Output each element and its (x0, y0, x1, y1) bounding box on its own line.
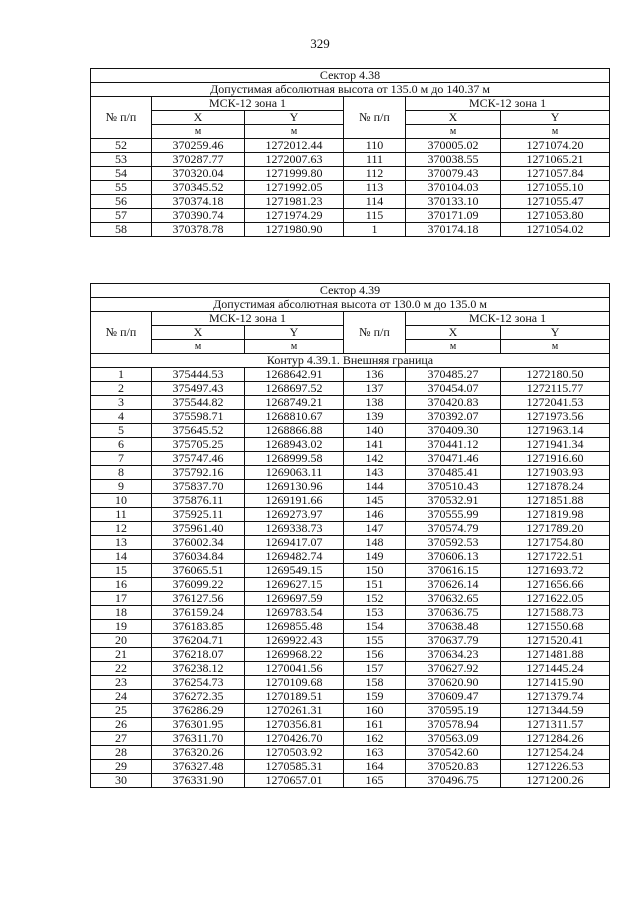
left-x-coordinate: 376034.84 (152, 550, 245, 564)
left-x-coordinate: 376099.22 (152, 578, 245, 592)
left-y-coordinate: 1269482.74 (245, 550, 344, 564)
right-x-coordinate: 370409.30 (406, 424, 501, 438)
right-point-number: 156 (344, 648, 406, 662)
left-x-coordinate: 375876.11 (152, 494, 245, 508)
right-y-coordinate: 1271254.24 (501, 746, 610, 760)
table-row (91, 662, 610, 676)
right-point-number: 114 (344, 195, 406, 209)
right-x-coordinate: 370637.79 (406, 634, 501, 648)
right-y-coordinate: 1271588.73 (501, 606, 610, 620)
height-range: Допустимая абсолютная высота от 135.0 м до 140.37 м (91, 83, 610, 97)
left-y-coordinate: 1268866.88 (245, 424, 344, 438)
left-y-coordinate: 1268642.91 (245, 368, 344, 382)
right-y-coordinate: 1271284.26 (501, 732, 610, 746)
right-x-coordinate: 370626.14 (406, 578, 501, 592)
right-x-coordinate: 370441.12 (406, 438, 501, 452)
x-header: X (406, 326, 501, 340)
right-point-number: 150 (344, 564, 406, 578)
left-y-coordinate: 1270189.51 (245, 690, 344, 704)
right-y-coordinate: 1271311.57 (501, 718, 610, 732)
table-row (91, 139, 610, 153)
left-y-coordinate: 1268749.21 (245, 396, 344, 410)
unit-cell: м (245, 340, 344, 354)
left-y-coordinate: 1270503.92 (245, 746, 344, 760)
table-row (91, 620, 610, 634)
left-y-coordinate: 1270041.56 (245, 662, 344, 676)
right-point-number: 153 (344, 606, 406, 620)
right-y-coordinate: 1272041.53 (501, 396, 610, 410)
right-x-coordinate: 370636.75 (406, 606, 501, 620)
right-x-coordinate: 370471.46 (406, 452, 501, 466)
right-y-coordinate: 1271851.88 (501, 494, 610, 508)
right-point-number: 143 (344, 466, 406, 480)
right-y-coordinate: 1271057.84 (501, 167, 610, 181)
left-point-number: 29 (91, 760, 152, 774)
left-x-coordinate: 376183.85 (152, 620, 245, 634)
right-x-coordinate: 370485.27 (406, 368, 501, 382)
right-x-coordinate: 370592.53 (406, 536, 501, 550)
right-x-coordinate: 370392.07 (406, 410, 501, 424)
left-y-coordinate: 1272007.63 (245, 153, 344, 167)
right-point-number: 145 (344, 494, 406, 508)
right-point-number: 158 (344, 676, 406, 690)
right-point-number: 151 (344, 578, 406, 592)
left-y-coordinate: 1268943.02 (245, 438, 344, 452)
left-x-coordinate: 375747.46 (152, 452, 245, 466)
left-point-number: 5 (91, 424, 152, 438)
left-y-coordinate: 1271999.80 (245, 167, 344, 181)
right-point-number: 115 (344, 209, 406, 223)
table-row (91, 536, 610, 550)
table-row (91, 153, 610, 167)
table-row (91, 564, 610, 578)
left-x-coordinate: 375544.82 (152, 396, 245, 410)
left-point-number: 19 (91, 620, 152, 634)
table-row (91, 438, 610, 452)
table-row (91, 382, 610, 396)
right-y-coordinate: 1271693.72 (501, 564, 610, 578)
right-y-coordinate: 1271963.14 (501, 424, 610, 438)
left-x-coordinate: 376002.34 (152, 536, 245, 550)
table-row (91, 181, 610, 195)
left-point-number: 8 (91, 466, 152, 480)
right-x-coordinate: 370038.55 (406, 153, 501, 167)
sector-title: Сектор 4.39 (91, 284, 610, 298)
table-row (91, 592, 610, 606)
right-point-number: 141 (344, 438, 406, 452)
right-point-number: 147 (344, 522, 406, 536)
left-x-coordinate: 376254.73 (152, 676, 245, 690)
left-point-number: 57 (91, 209, 152, 223)
right-y-coordinate: 1271074.20 (501, 139, 610, 153)
right-y-coordinate: 1271055.47 (501, 195, 610, 209)
left-point-number: 26 (91, 718, 152, 732)
table-row (91, 410, 610, 424)
contour-caption: Контур 4.39.1. Внешняя граница (91, 354, 610, 368)
table-row (91, 522, 610, 536)
right-x-coordinate: 370574.79 (406, 522, 501, 536)
right-y-coordinate: 1271481.88 (501, 648, 610, 662)
table-row (91, 648, 610, 662)
table-row (91, 606, 610, 620)
left-x-coordinate: 375705.25 (152, 438, 245, 452)
right-y-coordinate: 1271722.51 (501, 550, 610, 564)
right-x-coordinate: 370454.07 (406, 382, 501, 396)
right-point-number: 148 (344, 536, 406, 550)
left-y-coordinate: 1269273.97 (245, 508, 344, 522)
sector-table-4-39 (90, 283, 610, 788)
left-y-coordinate: 1271974.29 (245, 209, 344, 223)
table-row (91, 774, 610, 788)
left-point-number: 6 (91, 438, 152, 452)
left-x-coordinate: 375497.43 (152, 382, 245, 396)
left-x-coordinate: 370378.78 (152, 223, 245, 237)
left-point-number: 13 (91, 536, 152, 550)
left-point-number: 17 (91, 592, 152, 606)
left-point-number: 7 (91, 452, 152, 466)
left-x-coordinate: 376286.29 (152, 704, 245, 718)
left-x-coordinate: 370287.77 (152, 153, 245, 167)
x-header: X (152, 326, 245, 340)
left-point-number: 4 (91, 410, 152, 424)
left-x-coordinate: 376311.70 (152, 732, 245, 746)
right-point-number: 144 (344, 480, 406, 494)
right-x-coordinate: 370171.09 (406, 209, 501, 223)
right-x-coordinate: 370555.99 (406, 508, 501, 522)
num-header: № п/п (344, 97, 406, 139)
table-row (91, 424, 610, 438)
left-y-coordinate: 1268697.52 (245, 382, 344, 396)
table-row (91, 704, 610, 718)
table-row (91, 718, 610, 732)
table-row (91, 676, 610, 690)
right-x-coordinate: 370420.83 (406, 396, 501, 410)
left-point-number: 20 (91, 634, 152, 648)
y-header: Y (245, 326, 344, 340)
right-y-coordinate: 1271622.05 (501, 592, 610, 606)
left-y-coordinate: 1271980.90 (245, 223, 344, 237)
left-y-coordinate: 1269783.54 (245, 606, 344, 620)
left-y-coordinate: 1269627.15 (245, 578, 344, 592)
page-number: 329 (310, 36, 330, 51)
right-y-coordinate: 1271055.10 (501, 181, 610, 195)
right-point-number: 155 (344, 634, 406, 648)
y-header: Y (501, 111, 610, 125)
right-y-coordinate: 1271878.24 (501, 480, 610, 494)
left-y-coordinate: 1269063.11 (245, 466, 344, 480)
table-row (91, 508, 610, 522)
right-x-coordinate: 370632.65 (406, 592, 501, 606)
left-x-coordinate: 375925.11 (152, 508, 245, 522)
unit-cell: м (406, 340, 501, 354)
right-y-coordinate: 1271789.20 (501, 522, 610, 536)
right-point-number: 161 (344, 718, 406, 732)
right-x-coordinate: 370542.60 (406, 746, 501, 760)
left-x-coordinate: 370259.46 (152, 139, 245, 153)
y-header: Y (245, 111, 344, 125)
left-x-coordinate: 376327.48 (152, 760, 245, 774)
left-zone-header: МСК-12 зона 1 (152, 312, 344, 326)
right-point-number: 163 (344, 746, 406, 760)
left-point-number: 52 (91, 139, 152, 153)
left-y-coordinate: 1270261.31 (245, 704, 344, 718)
left-x-coordinate: 375792.16 (152, 466, 245, 480)
left-x-coordinate: 376065.51 (152, 564, 245, 578)
left-point-number: 22 (91, 662, 152, 676)
right-point-number: 164 (344, 760, 406, 774)
left-x-coordinate: 376238.12 (152, 662, 245, 676)
left-point-number: 23 (91, 676, 152, 690)
right-x-coordinate: 370520.83 (406, 760, 501, 774)
left-y-coordinate: 1270356.81 (245, 718, 344, 732)
right-x-coordinate: 370563.09 (406, 732, 501, 746)
table-row (91, 494, 610, 508)
right-x-coordinate: 370634.23 (406, 648, 501, 662)
left-y-coordinate: 1269338.73 (245, 522, 344, 536)
left-x-coordinate: 376204.71 (152, 634, 245, 648)
left-point-number: 53 (91, 153, 152, 167)
right-y-coordinate: 1271550.68 (501, 620, 610, 634)
right-point-number: 111 (344, 153, 406, 167)
right-y-coordinate: 1272180.50 (501, 368, 610, 382)
left-y-coordinate: 1268999.58 (245, 452, 344, 466)
num-header: № п/п (91, 312, 152, 354)
right-zone-header: МСК-12 зона 1 (406, 97, 610, 111)
unit-cell: м (501, 125, 610, 139)
unit-cell: м (152, 125, 245, 139)
left-point-number: 28 (91, 746, 152, 760)
sector-table-4-38 (90, 68, 610, 237)
left-y-coordinate: 1269922.43 (245, 634, 344, 648)
left-x-coordinate: 376331.90 (152, 774, 245, 788)
table-row (91, 209, 610, 223)
right-x-coordinate: 370616.15 (406, 564, 501, 578)
unit-cell: м (152, 340, 245, 354)
right-x-coordinate: 370620.90 (406, 676, 501, 690)
unit-cell: м (406, 125, 501, 139)
right-x-coordinate: 370606.13 (406, 550, 501, 564)
left-point-number: 30 (91, 774, 152, 788)
sector-title: Сектор 4.38 (91, 69, 610, 83)
left-point-number: 9 (91, 480, 152, 494)
left-point-number: 12 (91, 522, 152, 536)
right-point-number: 165 (344, 774, 406, 788)
table-row (91, 466, 610, 480)
left-point-number: 11 (91, 508, 152, 522)
right-y-coordinate: 1271344.59 (501, 704, 610, 718)
right-point-number: 159 (344, 690, 406, 704)
right-y-coordinate: 1271973.56 (501, 410, 610, 424)
right-point-number: 146 (344, 508, 406, 522)
right-x-coordinate: 370485.41 (406, 466, 501, 480)
left-y-coordinate: 1272012.44 (245, 139, 344, 153)
right-point-number: 157 (344, 662, 406, 676)
y-header: Y (501, 326, 610, 340)
table-row (91, 452, 610, 466)
table-row (91, 690, 610, 704)
left-point-number: 2 (91, 382, 152, 396)
right-point-number: 110 (344, 139, 406, 153)
left-point-number: 3 (91, 396, 152, 410)
right-point-number: 137 (344, 382, 406, 396)
left-point-number: 10 (91, 494, 152, 508)
left-x-coordinate: 376272.35 (152, 690, 245, 704)
left-point-number: 24 (91, 690, 152, 704)
right-point-number: 1 (344, 223, 406, 237)
left-x-coordinate: 375837.70 (152, 480, 245, 494)
right-y-coordinate: 1271053.80 (501, 209, 610, 223)
table-row (91, 634, 610, 648)
left-point-number: 21 (91, 648, 152, 662)
right-y-coordinate: 1271379.74 (501, 690, 610, 704)
right-x-coordinate: 370627.92 (406, 662, 501, 676)
left-point-number: 16 (91, 578, 152, 592)
right-y-coordinate: 1271065.21 (501, 153, 610, 167)
right-point-number: 136 (344, 368, 406, 382)
unit-cell: м (245, 125, 344, 139)
right-y-coordinate: 1271754.80 (501, 536, 610, 550)
num-header: № п/п (344, 312, 406, 354)
left-point-number: 15 (91, 564, 152, 578)
right-x-coordinate: 370609.47 (406, 690, 501, 704)
left-y-coordinate: 1271981.23 (245, 195, 344, 209)
left-point-number: 18 (91, 606, 152, 620)
right-x-coordinate: 370496.75 (406, 774, 501, 788)
right-x-coordinate: 370578.94 (406, 718, 501, 732)
right-x-coordinate: 370174.18 (406, 223, 501, 237)
right-zone-header: МСК-12 зона 1 (406, 312, 610, 326)
right-y-coordinate: 1271415.90 (501, 676, 610, 690)
left-x-coordinate: 376301.95 (152, 718, 245, 732)
left-point-number: 58 (91, 223, 152, 237)
right-point-number: 152 (344, 592, 406, 606)
left-x-coordinate: 376320.26 (152, 746, 245, 760)
unit-cell: м (501, 340, 610, 354)
left-point-number: 27 (91, 732, 152, 746)
table-row (91, 578, 610, 592)
left-point-number: 1 (91, 368, 152, 382)
left-point-number: 25 (91, 704, 152, 718)
left-x-coordinate: 376218.07 (152, 648, 245, 662)
left-x-coordinate: 370374.18 (152, 195, 245, 209)
left-y-coordinate: 1269191.66 (245, 494, 344, 508)
right-x-coordinate: 370638.48 (406, 620, 501, 634)
left-point-number: 54 (91, 167, 152, 181)
right-point-number: 162 (344, 732, 406, 746)
table-row (91, 396, 610, 410)
right-point-number: 139 (344, 410, 406, 424)
left-y-coordinate: 1269968.22 (245, 648, 344, 662)
left-y-coordinate: 1269549.15 (245, 564, 344, 578)
right-x-coordinate: 370532.91 (406, 494, 501, 508)
left-y-coordinate: 1270426.70 (245, 732, 344, 746)
table-row (91, 195, 610, 209)
right-x-coordinate: 370133.10 (406, 195, 501, 209)
right-y-coordinate: 1271903.93 (501, 466, 610, 480)
right-point-number: 113 (344, 181, 406, 195)
left-y-coordinate: 1270585.31 (245, 760, 344, 774)
table-row (91, 550, 610, 564)
left-x-coordinate: 375598.71 (152, 410, 245, 424)
table-row (91, 167, 610, 181)
left-y-coordinate: 1268810.67 (245, 410, 344, 424)
right-x-coordinate: 370104.03 (406, 181, 501, 195)
left-x-coordinate: 370320.04 (152, 167, 245, 181)
height-range: Допустимая абсолютная высота от 130.0 м до 135.0 м (91, 298, 610, 312)
right-y-coordinate: 1271520.41 (501, 634, 610, 648)
left-x-coordinate: 375961.40 (152, 522, 245, 536)
left-y-coordinate: 1269417.07 (245, 536, 344, 550)
left-x-coordinate: 376127.56 (152, 592, 245, 606)
table-row (91, 223, 610, 237)
right-point-number: 142 (344, 452, 406, 466)
right-y-coordinate: 1271200.26 (501, 774, 610, 788)
left-x-coordinate: 375444.53 (152, 368, 245, 382)
left-point-number: 14 (91, 550, 152, 564)
right-y-coordinate: 1271941.34 (501, 438, 610, 452)
right-y-coordinate: 1271054.02 (501, 223, 610, 237)
right-x-coordinate: 370595.19 (406, 704, 501, 718)
right-point-number: 140 (344, 424, 406, 438)
x-header: X (152, 111, 245, 125)
left-y-coordinate: 1269855.48 (245, 620, 344, 634)
right-y-coordinate: 1271445.24 (501, 662, 610, 676)
left-point-number: 56 (91, 195, 152, 209)
left-y-coordinate: 1270657.01 (245, 774, 344, 788)
table-row (91, 732, 610, 746)
right-point-number: 149 (344, 550, 406, 564)
left-point-number: 55 (91, 181, 152, 195)
left-x-coordinate: 370345.52 (152, 181, 245, 195)
left-x-coordinate: 375645.52 (152, 424, 245, 438)
right-y-coordinate: 1272115.77 (501, 382, 610, 396)
left-y-coordinate: 1269697.59 (245, 592, 344, 606)
table-row (91, 746, 610, 760)
right-y-coordinate: 1271819.98 (501, 508, 610, 522)
right-point-number: 160 (344, 704, 406, 718)
right-y-coordinate: 1271916.60 (501, 452, 610, 466)
right-x-coordinate: 370079.43 (406, 167, 501, 181)
right-y-coordinate: 1271656.66 (501, 578, 610, 592)
right-point-number: 112 (344, 167, 406, 181)
table-row (91, 760, 610, 774)
right-x-coordinate: 370510.43 (406, 480, 501, 494)
right-point-number: 138 (344, 396, 406, 410)
right-x-coordinate: 370005.02 (406, 139, 501, 153)
left-y-coordinate: 1269130.96 (245, 480, 344, 494)
left-y-coordinate: 1271992.05 (245, 181, 344, 195)
num-header: № п/п (91, 97, 152, 139)
x-header: X (406, 111, 501, 125)
right-point-number: 154 (344, 620, 406, 634)
left-zone-header: МСК-12 зона 1 (152, 97, 344, 111)
left-x-coordinate: 376159.24 (152, 606, 245, 620)
table-row (91, 480, 610, 494)
left-x-coordinate: 370390.74 (152, 209, 245, 223)
right-y-coordinate: 1271226.53 (501, 760, 610, 774)
left-y-coordinate: 1270109.68 (245, 676, 344, 690)
table-row (91, 368, 610, 382)
